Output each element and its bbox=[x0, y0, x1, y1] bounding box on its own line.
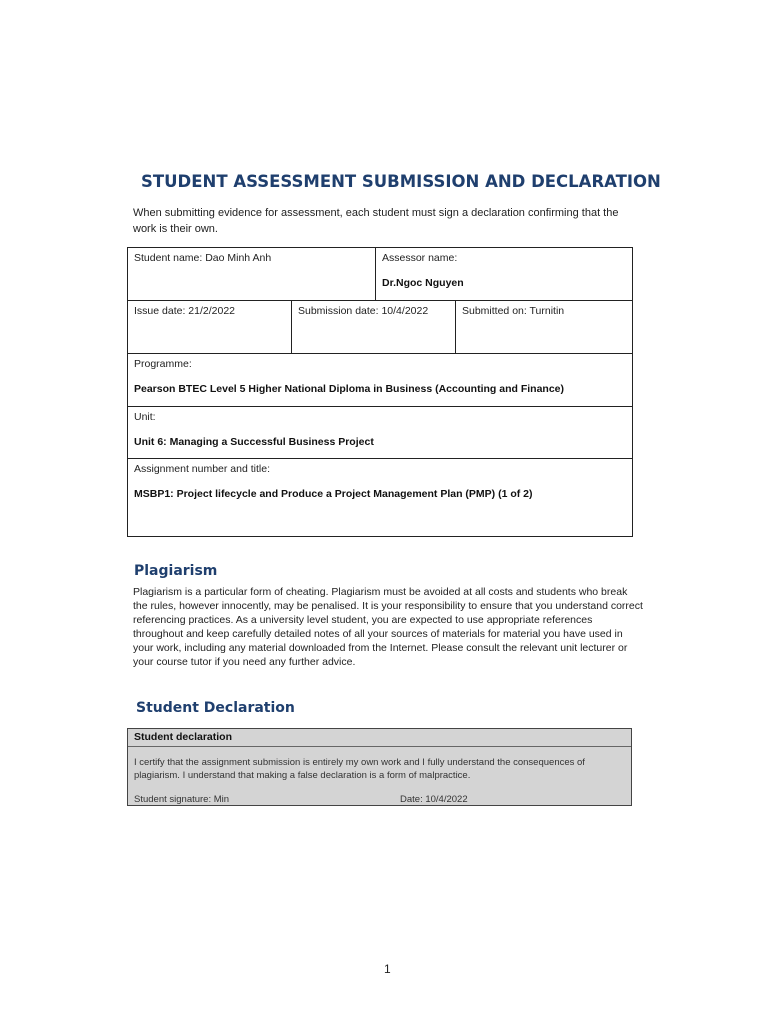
student-signature: Student signature: Min bbox=[134, 794, 230, 805]
submission-date-cell bbox=[292, 301, 456, 353]
issue-date: Issue date: 21/2/2022 bbox=[134, 305, 235, 317]
declaration-box-heading: Student declaration bbox=[134, 731, 233, 743]
table-row bbox=[128, 459, 632, 536]
assessor-label: Assessor name: bbox=[382, 252, 458, 264]
unit-cell bbox=[128, 407, 632, 458]
issue-date-cell bbox=[128, 301, 292, 353]
intro-text: When submitting evidence for assessment, each student must sign a declaration confirming that the work is their own. bbox=[133, 207, 619, 235]
student-name: Student name: Dao Minh Anh bbox=[134, 252, 272, 264]
student-name-cell bbox=[128, 248, 376, 300]
declaration-divider bbox=[128, 746, 631, 747]
assignment-label: Assignment number and title: bbox=[134, 463, 270, 475]
table-row bbox=[128, 407, 632, 459]
submission-date: Submission date: 10/4/2022 bbox=[298, 305, 429, 317]
table-row bbox=[128, 248, 632, 301]
declaration-date: Date: 10/4/2022 bbox=[400, 794, 468, 805]
programme-cell bbox=[128, 354, 632, 406]
page-title: STUDENT ASSESSMENT SUBMISSION AND DECLARATION bbox=[141, 172, 661, 191]
unit-label: Unit: bbox=[134, 411, 156, 423]
declaration-text: I certify that the assignment submission is entirely my own work and I fully understand the consequences of plagiarism. I understand that making a false declaration is a form of malpractice. bbox=[134, 757, 585, 781]
submitted-on: Submitted on: Turnitin bbox=[462, 305, 565, 317]
plagiarism-heading: Plagiarism bbox=[134, 563, 218, 579]
submission-info-table bbox=[127, 247, 633, 537]
unit-value: Unit 6: Managing a Successful Business Project bbox=[134, 436, 374, 448]
programme-label: Programme: bbox=[134, 358, 192, 370]
plagiarism-text: Plagiarism is a particular form of cheating. Plagiarism must be avoided at all costs and students who break the rules, however innocently, may be penalised. It is your responsibility to ensure that you understand correct referencing practices. As a university level student, you are expected to use appropriate references throughout and keep carefully detailed notes of all your sources of materials for material you have used in your work, including any material downloaded from the Internet. Please consult the relevant unit lecturer or your course tutor if you need any further advice. bbox=[133, 586, 643, 668]
assignment-value: MSBP1: Project lifecycle and Produce a Project Management Plan (PMP) (1 of 2) bbox=[134, 488, 533, 500]
declaration-box bbox=[127, 728, 632, 806]
table-row bbox=[128, 301, 632, 354]
assignment-cell bbox=[128, 459, 632, 536]
assessor-cell bbox=[376, 248, 632, 300]
programme-value: Pearson BTEC Level 5 Higher National Diploma in Business (Accounting and Finance) bbox=[134, 383, 564, 395]
page-number: 1 bbox=[384, 962, 391, 976]
assessor-name: Dr.Ngoc Nguyen bbox=[382, 277, 464, 289]
submitted-on-cell bbox=[456, 301, 632, 353]
table-row bbox=[128, 354, 632, 407]
declaration-heading: Student Declaration bbox=[136, 700, 295, 716]
